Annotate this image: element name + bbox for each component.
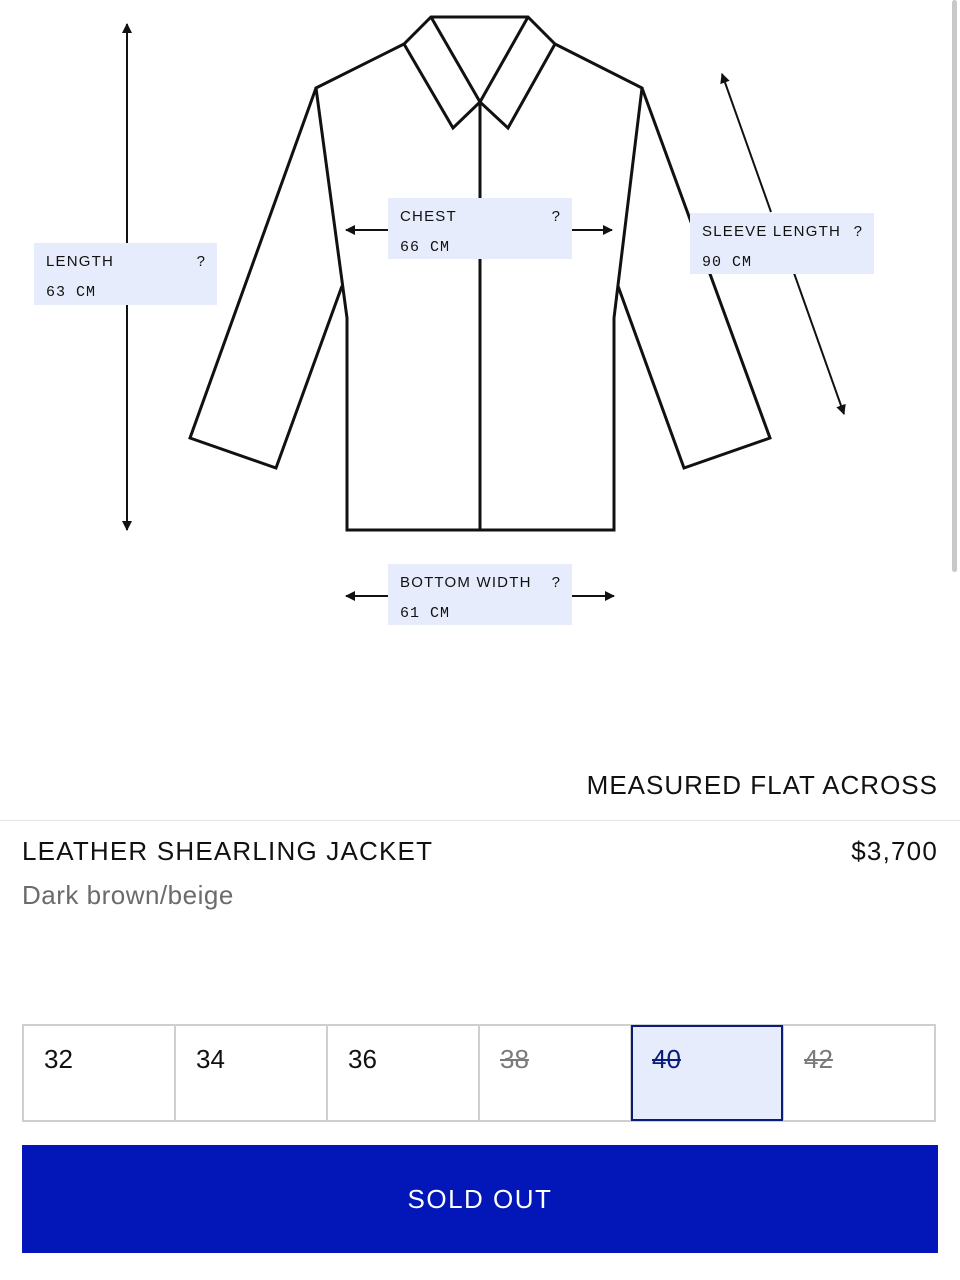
size-option-32[interactable]: 32 [24,1026,174,1120]
size-option-34[interactable]: 34 [176,1026,326,1120]
length-label [34,243,217,305]
sleeve-length-label [690,213,874,274]
bottom-width-title: BOTTOM WIDTH [400,574,532,591]
size-selector [22,1024,936,1122]
measured-flat-note: MEASURED FLAT ACROSS [586,770,938,800]
length-help-icon[interactable]: ? [196,253,205,270]
scrollbar[interactable] [952,0,957,572]
chest-title: CHEST [400,208,457,225]
length-value: 63 CM [46,284,97,301]
product-name: LEATHER SHEARLING JACKET [22,836,434,866]
size-option-42[interactable]: 42 [784,1026,934,1120]
bottom-width-value: 61 CM [400,605,451,622]
size-option-36[interactable]: 36 [328,1026,478,1120]
chest-value: 66 CM [400,239,451,256]
size-option-40[interactable]: 40 [632,1026,782,1120]
product-color: Dark brown/beige [22,880,234,910]
chest-label [388,198,572,259]
product-price: $3,700 [851,836,938,866]
chest-help-icon[interactable]: ? [551,208,560,225]
length-title: LENGTH [46,253,115,270]
section-divider [0,820,960,821]
bottom-help-icon[interactable]: ? [551,574,560,591]
size-option-38[interactable]: 38 [480,1026,630,1120]
sleeve-help-icon[interactable]: ? [853,223,862,240]
sleeve-length-value: 90 CM [702,254,753,271]
sleeve-length-title: SLEEVE LENGTH [702,223,841,240]
sold-out-button[interactable]: SOLD OUT [22,1145,938,1253]
bottom-width-label [388,564,572,625]
